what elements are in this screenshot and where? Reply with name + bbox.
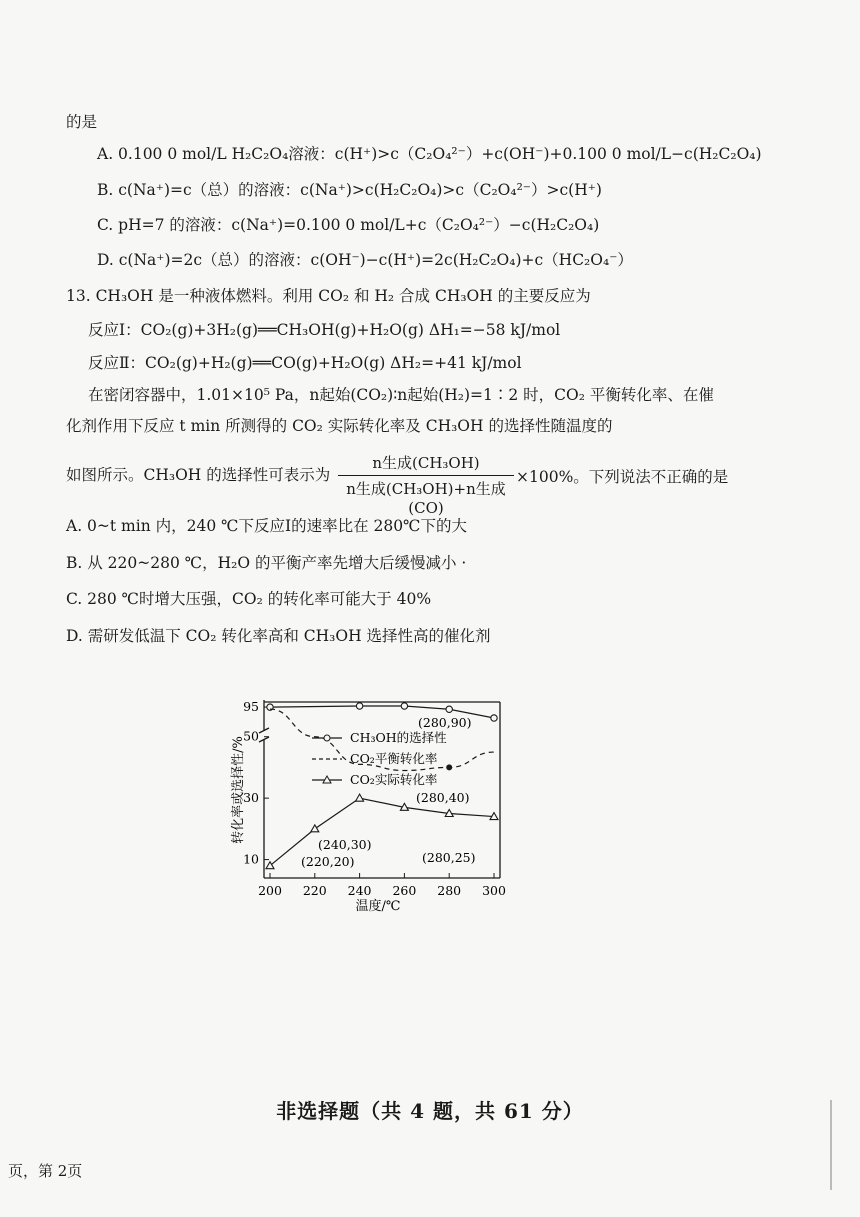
q13-reaction-1: 反应Ⅰ：CO₂(g)+3H₂(g)══CH₃OH(g)+H₂O(g) ΔH₁=−58 kJ/mol [88,321,561,339]
chart-series [266,703,498,869]
annotation-label: (280,25) [422,850,476,865]
annotation-label: (280,40) [416,790,470,805]
circle-marker [267,704,273,710]
q12-option-d: D. c(Na⁺)=2c（总）的溶液：c(OH⁻)−c(H⁺)=2c(H₂C₂O₄)+c（HC₂O₄⁻） [97,251,633,269]
triangle-marker [356,794,364,801]
legend-triangle-marker [323,776,331,783]
triangle-marker [311,825,319,832]
x-tick-label: 200 [258,883,282,898]
series-line-1 [270,709,494,770]
x-tick-label: 300 [482,883,506,898]
annotation-label: (280,90) [418,715,472,730]
circle-marker [491,715,497,721]
y-tick-label: 95 [243,699,259,715]
q12-option-c: C. pH=7 的溶液：c(Na⁺)=0.100 0 mol/L+c（C₂O₄²⁻）−c(H₂C₂O₄) [97,216,600,234]
y-tick-label: 10 [243,851,259,867]
y-tick-label: 50 [243,728,259,744]
scan-edge-mark [830,1100,832,1190]
circle-marker [356,703,362,709]
x-tick-label: 280 [437,883,462,898]
chart-legend [312,730,447,787]
triangle-marker [490,813,498,820]
q13-option-d: D. 需研发低温下 CO₂ 转化率高和 CH₃OH 选择性高的催化剂 [66,627,491,645]
triangle-marker [445,810,453,817]
legend-label-2: CO₂实际转化率 [350,772,438,787]
legend-label-1: CO₂平衡转化率 [350,751,438,766]
q13-option-a: A. 0~t min 内，240 ℃下反应Ⅰ的速率比在 280℃下的大 [66,517,467,535]
eq-280-point [446,764,452,770]
section-title: 非选择题（共 4 题，共 61 分） [276,1099,584,1123]
q13-paragraph-3: 如图所示。CH₃OH 的选择性可表示为 [66,466,331,484]
x-axis-label: 温度/℃ [355,899,401,914]
x-tick-label: 240 [347,883,372,898]
page-footer: 页，第 2页 [8,1162,83,1180]
q12-tail: 的是 [66,113,98,131]
chart-axes [259,700,500,878]
selectivity-fraction [338,452,514,517]
fraction-numerator: n生成(CH₃OH) [338,452,514,476]
x-tick-label: 260 [392,883,417,898]
triangle-marker [400,803,408,810]
q12-option-b: B. c(Na⁺)=c（总）的溶液：c(Na⁺)>c(H₂C₂O₄)>c（C₂O₄²⁻）>c(H⁺) [97,181,602,199]
q13-reaction-2: 反应Ⅱ：CO₂(g)+H₂(g)══CO(g)+H₂O(g) ΔH₂=+41 kJ/mol [88,354,522,372]
y-axis-label: 转化率或选择性/% [231,736,246,844]
legend-circle-marker [324,735,330,741]
fraction-denominator: n生成(CH₃OH)+n生成(CO) [346,480,506,517]
q13-option-c: C. 280 ℃时增大压强，CO₂ 的转化率可能大于 40% [66,590,432,608]
series-line-0 [270,706,494,718]
x-tick-label: 220 [302,883,327,898]
y-tick-label: 30 [243,790,259,806]
circle-marker [401,703,407,709]
series-line-2 [270,798,494,866]
q13-paragraph-1: 在密闭容器中，1.01×10⁵ Pa，n起始(CO₂)∶n起始(H₂)=1∶2 时，CO₂ 平衡转化率、在催 [88,386,714,404]
q13-stem: 13. CH₃OH 是一种液体燃料。利用 CO₂ 和 H₂ 合成 CH₃OH 的主要反应为 [66,287,591,305]
annotation-label: (240,30) [318,837,372,852]
chart-ticks [243,699,506,898]
triangle-marker [266,862,274,869]
circle-marker [446,706,452,712]
q13-paragraph-2: 化剂作用下反应 t min 所测得的 CO₂ 实际转化率及 CH₃OH 的选择性随温度的 [66,417,613,435]
q13-option-b: B. 从 220~280 ℃，H₂O 的平衡产率先增大后缓慢减小 · [66,554,467,572]
chart-annotations [301,715,476,869]
q12-option-a: A. 0.100 0 mol/L H₂C₂O₄溶液：c(H⁺)>c（C₂O₄²⁻）+c(OH⁻)+0.100 0 mol/L−c(H₂C₂O₄) [97,145,762,163]
legend-label-0: CH₃OH的选择性 [350,730,447,745]
annotation-label: (220,20) [301,854,355,869]
y-axis-break [259,728,269,742]
q13-paragraph-3-suffix: ×100%。下列说法不正确的是 [516,468,729,486]
